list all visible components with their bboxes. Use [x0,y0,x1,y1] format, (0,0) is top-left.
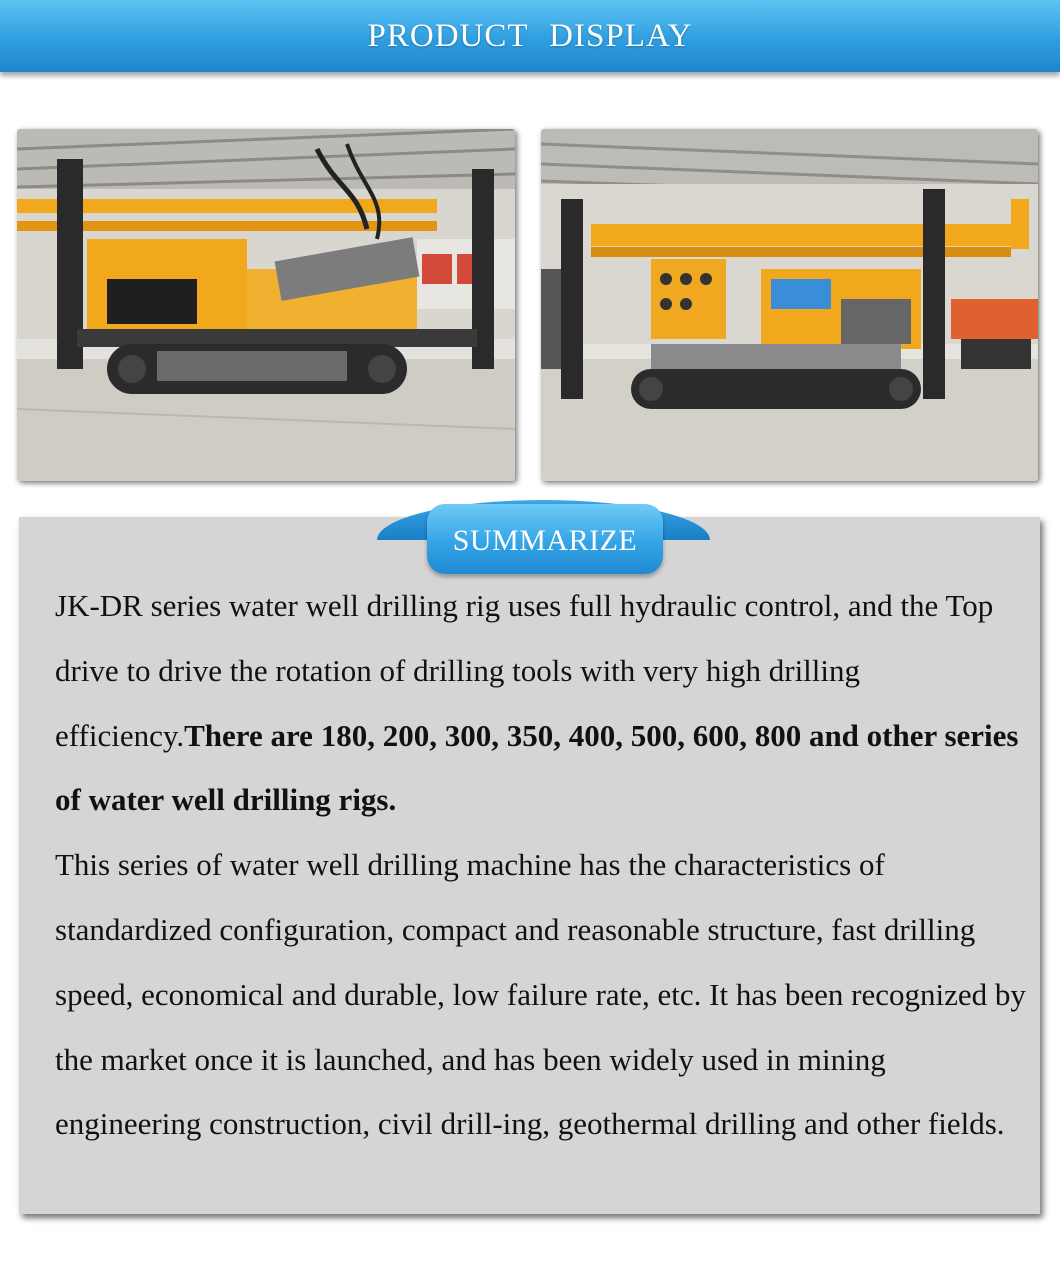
summary-tab [427,504,663,574]
product-display-banner [0,0,1060,72]
summary-p1-text: JK-DR series water well drilling rig uses full hydraulic control, and the Top drive to drive the rotation of drilling tools with very high drilling efficiency. [55,588,994,753]
product-photo-2 [541,129,1038,481]
drilling-rig-photo-side-view [17,129,515,481]
summary-paragraph-1 [55,574,1035,833]
product-photo-1 [17,129,515,481]
summary-tab-label: SUMMARIZE [452,524,638,557]
banner-title: PRODUCT DISPLAY [367,17,693,54]
summary-text [55,574,1035,1157]
summary-p1-bold: There are 180, 200, 300, 350, 400, 500, 600, 800 and other series of water well drilling rigs. [55,717,1019,818]
summary-paragraph-2: This series of water well drilling machine has the characteristics of standardized configuration, compact and reasonable structure, fast drilling speed, economical and durable, low failure rate, etc. It has been recognized by the market once it is launched, and has been widely used in mining engineering construction, civil drill-ing, geothermal drilling and other fields. [55,847,1026,1142]
drilling-rig-photo-control-panel-view [541,129,1038,481]
